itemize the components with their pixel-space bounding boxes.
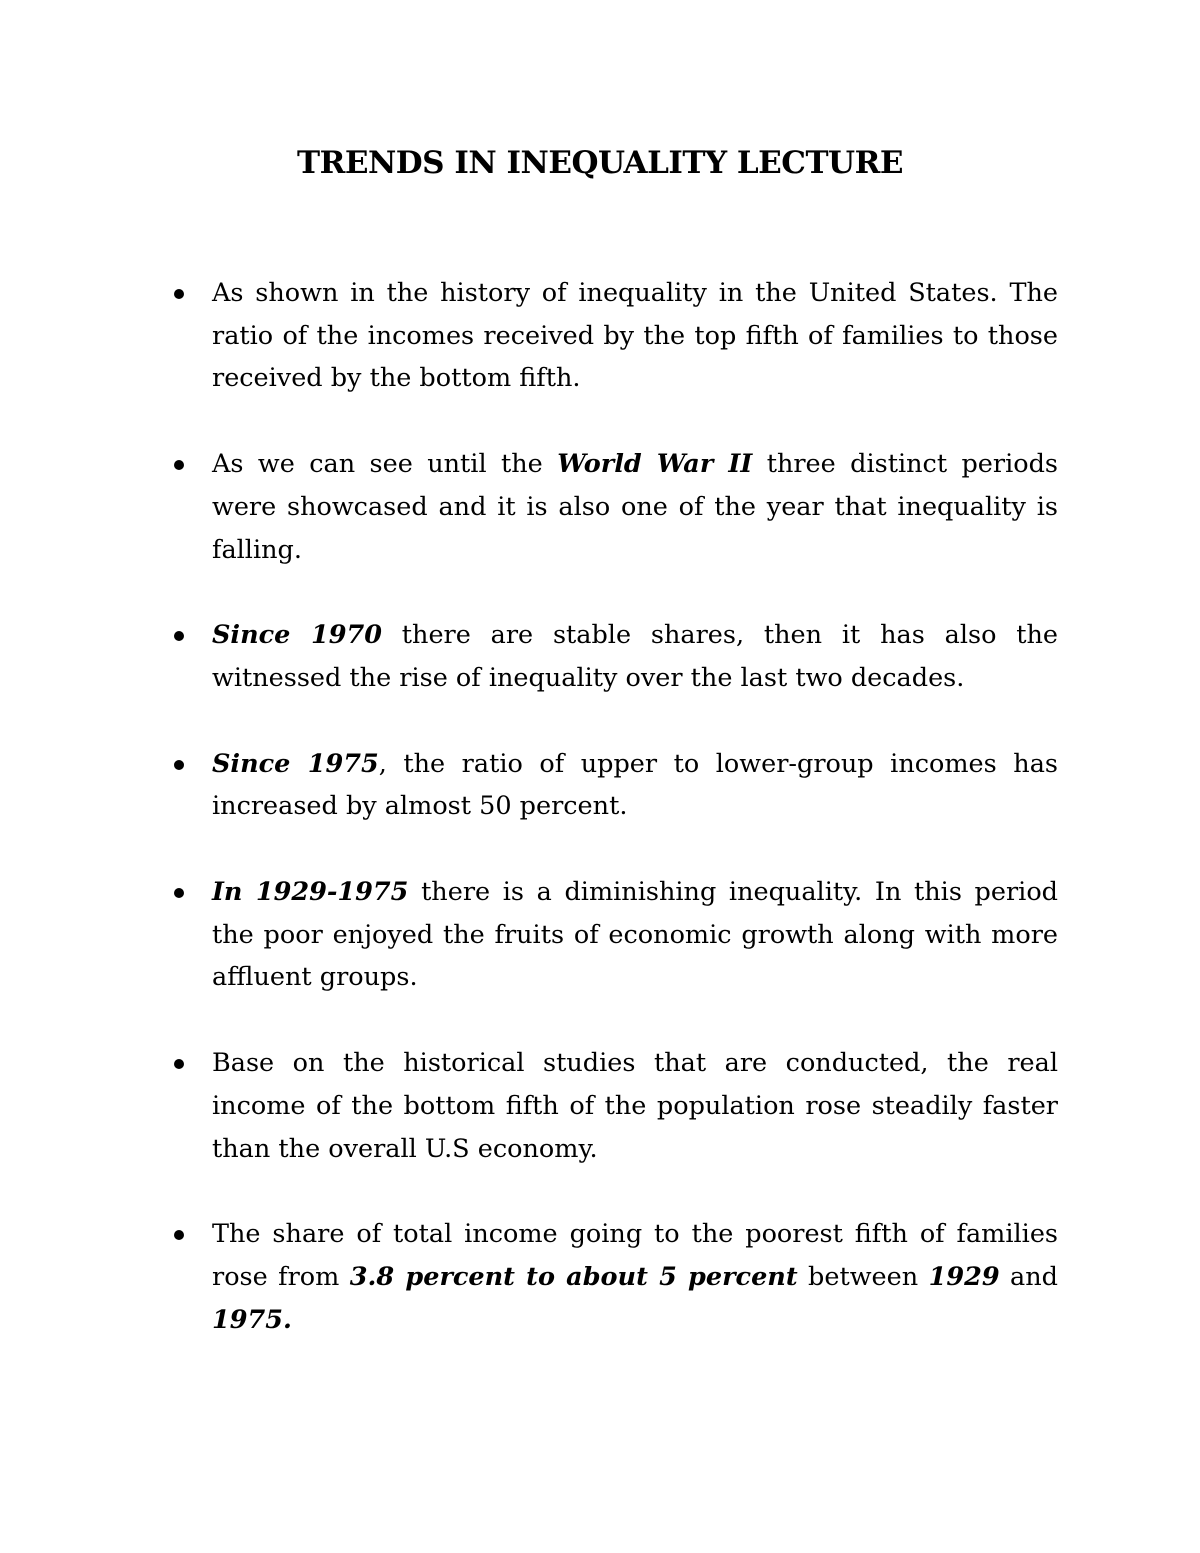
page-title: TRENDS IN INEQUALITY LECTURE: [297, 145, 903, 181]
bullet-dot-icon: [174, 289, 184, 299]
bullet-item-2: [172, 443, 1058, 571]
emphasis-text: 3.8 percent to about 5 percent: [349, 1261, 798, 1292]
bullet-dot-icon: [174, 631, 184, 641]
bullet-text: there is a diminishing inequality. In this period the poor enjoyed the fruits of economic growth along with more affluent groups.: [212, 877, 1058, 993]
bullet-text: , the ratio of upper to lower-group incomes has increased by almost 50 percent.: [212, 748, 1058, 822]
bullet-dot-icon: [174, 760, 184, 770]
bullet-text: and: [999, 1261, 1058, 1292]
bullet-dot-icon: [174, 1230, 184, 1240]
emphasis-text: Since 1975: [212, 748, 379, 779]
emphasis-text: 1975.: [212, 1304, 292, 1335]
bullet-text: three distinct periods were showcased and it is also one of the year that inequality is falling.: [212, 449, 1058, 565]
bullet-item-4: [172, 743, 1058, 828]
bullet-text: As we can see until the: [212, 449, 558, 480]
bullet-dot-icon: [174, 1059, 184, 1069]
bullet-item-1: [172, 272, 1058, 400]
bullet-text: Base on the historical studies that are conducted, the real income of the bottom fifth of the population rose steadily faster than the overall U.S economy.: [212, 1048, 1058, 1164]
bullet-list: [172, 272, 1058, 1384]
emphasis-text: Since 1970: [212, 620, 382, 651]
bullet-item-7: [172, 1213, 1058, 1341]
bullet-item-3: [172, 614, 1058, 699]
emphasis-text: In 1929-1975: [212, 877, 409, 908]
bullet-text: As shown in the history of inequality in the United States. The ratio of the incomes received by the top fifth of families to those received by the bottom fifth.: [212, 278, 1058, 394]
bullet-item-6: [172, 1042, 1058, 1170]
bullet-text: between: [797, 1261, 929, 1292]
bullet-dot-icon: [174, 888, 184, 898]
bullet-text: The share of total income going to the poorest fifth of families rose from: [212, 1219, 1058, 1292]
bullet-text: there are stable shares, then it has also the witnessed the rise of inequality over the last two decades.: [212, 620, 1059, 693]
emphasis-text: 1929: [928, 1261, 1000, 1292]
bullet-item-5: [172, 871, 1058, 999]
bullet-dot-icon: [174, 460, 184, 470]
emphasis-text: World War II: [557, 449, 753, 480]
